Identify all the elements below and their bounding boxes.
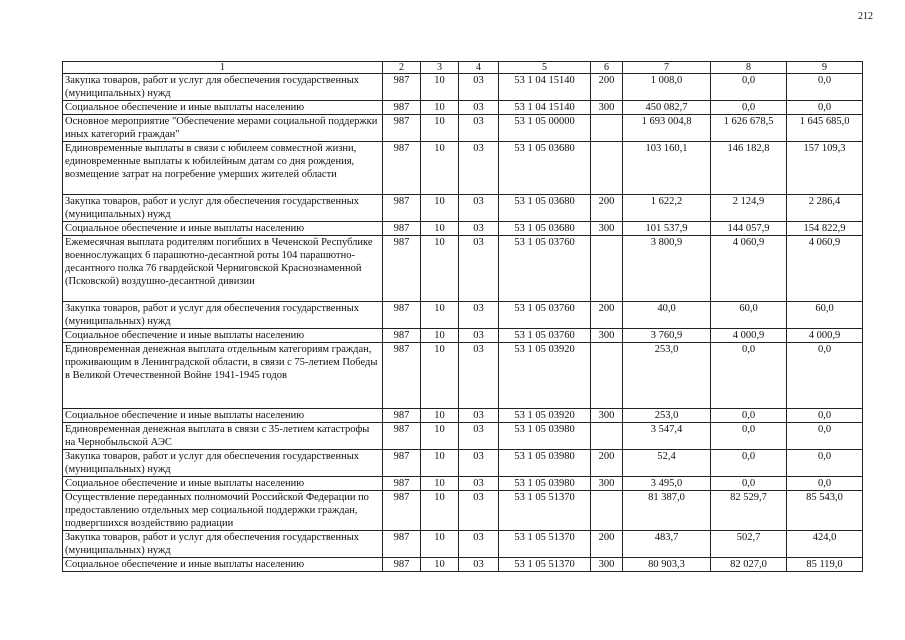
amount-col9-cell: 4 000,9: [787, 329, 863, 343]
amount-col8-cell: 0,0: [711, 450, 787, 477]
target-article-cell: 53 1 05 03680: [499, 222, 591, 236]
expense-type-cell: 300: [591, 409, 623, 423]
row-name-cell: Единовременные выплаты в связи с юбилеем совместной жизни, единовременные выплаты к юбилейным датам со дня рождения, возмещение затрат на погребение умерших жителей области: [63, 142, 383, 195]
amount-col9-cell: 0,0: [787, 477, 863, 491]
amount-col7-cell: 80 903,3: [623, 558, 711, 572]
amount-col7-cell: 3 547,4: [623, 423, 711, 450]
amount-col8-cell: 4 060,9: [711, 236, 787, 302]
section-cell: 10: [421, 450, 459, 477]
subsection-cell: 03: [459, 409, 499, 423]
page-number: 212: [858, 11, 873, 22]
amount-col9-cell: 0,0: [787, 423, 863, 450]
row-name-cell: Социальное обеспечение и иные выплаты населению: [63, 477, 383, 491]
receiver-code-cell: 987: [383, 236, 421, 302]
header-cell: 8: [711, 62, 787, 74]
amount-col7-cell: 3 495,0: [623, 477, 711, 491]
receiver-code-cell: 987: [383, 343, 421, 409]
expense-type-cell: [591, 491, 623, 531]
section-cell: 10: [421, 558, 459, 572]
receiver-code-cell: 987: [383, 450, 421, 477]
amount-col7-cell: 253,0: [623, 343, 711, 409]
subsection-cell: 03: [459, 195, 499, 222]
section-cell: 10: [421, 491, 459, 531]
subsection-cell: 03: [459, 531, 499, 558]
table-row: [63, 531, 863, 558]
target-article-cell: 53 1 05 03760: [499, 329, 591, 343]
receiver-code-cell: 987: [383, 491, 421, 531]
expense-type-cell: 200: [591, 531, 623, 558]
amount-col9-cell: 85 543,0: [787, 491, 863, 531]
amount-col9-cell: 157 109,3: [787, 142, 863, 195]
amount-col9-cell: 154 822,9: [787, 222, 863, 236]
row-name-cell: Закупка товаров, работ и услуг для обеспечения государственных (муниципальных) нужд: [63, 302, 383, 329]
table-row: [63, 115, 863, 142]
amount-col7-cell: 450 082,7: [623, 101, 711, 115]
receiver-code-cell: 987: [383, 477, 421, 491]
amount-col7-cell: 483,7: [623, 531, 711, 558]
target-article-cell: 53 1 05 03980: [499, 423, 591, 450]
expense-type-cell: 300: [591, 101, 623, 115]
header-cell: 7: [623, 62, 711, 74]
row-name-cell: Закупка товаров, работ и услуг для обеспечения государственных (муниципальных) нужд: [63, 74, 383, 101]
expense-type-cell: 200: [591, 302, 623, 329]
amount-col8-cell: 144 057,9: [711, 222, 787, 236]
table-body: [63, 62, 863, 572]
amount-col8-cell: 82 529,7: [711, 491, 787, 531]
header-cell: 4: [459, 62, 499, 74]
amount-col8-cell: 502,7: [711, 531, 787, 558]
target-article-cell: 53 1 05 03760: [499, 236, 591, 302]
receiver-code-cell: 987: [383, 409, 421, 423]
amount-col8-cell: 0,0: [711, 477, 787, 491]
subsection-cell: 03: [459, 236, 499, 302]
amount-col7-cell: 101 537,9: [623, 222, 711, 236]
table-row: [63, 409, 863, 423]
row-name-cell: Социальное обеспечение и иные выплаты населению: [63, 101, 383, 115]
section-cell: 10: [421, 195, 459, 222]
table-row: [63, 302, 863, 329]
subsection-cell: 03: [459, 558, 499, 572]
row-name-cell: Закупка товаров, работ и услуг для обеспечения государственных (муниципальных) нужд: [63, 531, 383, 558]
expense-type-cell: 200: [591, 450, 623, 477]
section-cell: 10: [421, 222, 459, 236]
header-cell: 2: [383, 62, 421, 74]
amount-col7-cell: 103 160,1: [623, 142, 711, 195]
target-article-cell: 53 1 05 03680: [499, 195, 591, 222]
section-cell: 10: [421, 329, 459, 343]
row-name-cell: Единовременная денежная выплата в связи с 35-летием катастрофы на Чернобыльской АЭС: [63, 423, 383, 450]
subsection-cell: 03: [459, 329, 499, 343]
section-cell: 10: [421, 302, 459, 329]
amount-col7-cell: 1 008,0: [623, 74, 711, 101]
amount-col9-cell: 424,0: [787, 531, 863, 558]
budget-table: [62, 61, 863, 572]
amount-col8-cell: 146 182,8: [711, 142, 787, 195]
section-cell: 10: [421, 142, 459, 195]
expense-type-cell: 300: [591, 558, 623, 572]
expense-type-cell: [591, 142, 623, 195]
table-row: [63, 74, 863, 101]
amount-col7-cell: 253,0: [623, 409, 711, 423]
row-name-cell: Социальное обеспечение и иные выплаты населению: [63, 558, 383, 572]
subsection-cell: 03: [459, 423, 499, 450]
receiver-code-cell: 987: [383, 142, 421, 195]
receiver-code-cell: 987: [383, 302, 421, 329]
target-article-cell: 53 1 05 03980: [499, 477, 591, 491]
amount-col7-cell: 3 760,9: [623, 329, 711, 343]
amount-col7-cell: 1 622,2: [623, 195, 711, 222]
receiver-code-cell: 987: [383, 329, 421, 343]
section-cell: 10: [421, 236, 459, 302]
section-cell: 10: [421, 101, 459, 115]
amount-col7-cell: 40,0: [623, 302, 711, 329]
header-cell: 5: [499, 62, 591, 74]
table-row: [63, 101, 863, 115]
receiver-code-cell: 987: [383, 74, 421, 101]
table-row: [63, 491, 863, 531]
expense-type-cell: 300: [591, 329, 623, 343]
expense-type-cell: [591, 115, 623, 142]
amount-col8-cell: 0,0: [711, 101, 787, 115]
subsection-cell: 03: [459, 491, 499, 531]
section-cell: 10: [421, 423, 459, 450]
target-article-cell: 53 1 04 15140: [499, 101, 591, 115]
amount-col9-cell: 0,0: [787, 409, 863, 423]
amount-col8-cell: 60,0: [711, 302, 787, 329]
target-article-cell: 53 1 05 03980: [499, 450, 591, 477]
receiver-code-cell: 987: [383, 222, 421, 236]
section-cell: 10: [421, 115, 459, 142]
amount-col9-cell: 60,0: [787, 302, 863, 329]
amount-col9-cell: 0,0: [787, 343, 863, 409]
target-article-cell: 53 1 05 51370: [499, 491, 591, 531]
expense-type-cell: 300: [591, 222, 623, 236]
row-name-cell: Ежемесячная выплата родителям погибших в Чеченской Республике военнослужащих 6 парашютно-десантной роты 104 парашютно-десантного полка 76 гвардейской Черниговской Краснознаменной (Псковской) воздушно-десантной дивизии: [63, 236, 383, 302]
header-cell: 3: [421, 62, 459, 74]
table-row: [63, 222, 863, 236]
header-cell: 6: [591, 62, 623, 74]
amount-col9-cell: 1 645 685,0: [787, 115, 863, 142]
subsection-cell: 03: [459, 101, 499, 115]
amount-col9-cell: 2 286,4: [787, 195, 863, 222]
table-row: [63, 450, 863, 477]
receiver-code-cell: 987: [383, 423, 421, 450]
amount-col8-cell: 4 000,9: [711, 329, 787, 343]
header-cell: 1: [63, 62, 383, 74]
target-article-cell: 53 1 04 15140: [499, 74, 591, 101]
table-row: [63, 142, 863, 195]
row-name-cell: Социальное обеспечение и иные выплаты населению: [63, 329, 383, 343]
table-row: [63, 236, 863, 302]
amount-col8-cell: 2 124,9: [711, 195, 787, 222]
target-article-cell: 53 1 05 51370: [499, 531, 591, 558]
subsection-cell: 03: [459, 115, 499, 142]
amount-col8-cell: 0,0: [711, 409, 787, 423]
row-name-cell: Осуществление переданных полномочий Российской Федерации по предоставлению отдельных мер социальной поддержки граждан, подвергшихся воздействию радиации: [63, 491, 383, 531]
header-cell: 9: [787, 62, 863, 74]
subsection-cell: 03: [459, 343, 499, 409]
subsection-cell: 03: [459, 302, 499, 329]
expense-type-cell: 200: [591, 195, 623, 222]
section-cell: 10: [421, 531, 459, 558]
subsection-cell: 03: [459, 477, 499, 491]
amount-col8-cell: 82 027,0: [711, 558, 787, 572]
expense-type-cell: 200: [591, 74, 623, 101]
amount-col9-cell: 0,0: [787, 450, 863, 477]
section-cell: 10: [421, 343, 459, 409]
row-name-cell: Основное мероприятие "Обеспечение мерами социальной поддержки иных категорий граждан": [63, 115, 383, 142]
expense-type-cell: [591, 423, 623, 450]
amount-col7-cell: 1 693 004,8: [623, 115, 711, 142]
amount-col8-cell: 0,0: [711, 423, 787, 450]
subsection-cell: 03: [459, 142, 499, 195]
amount-col8-cell: 0,0: [711, 343, 787, 409]
amount-col9-cell: 85 119,0: [787, 558, 863, 572]
expense-type-cell: [591, 343, 623, 409]
target-article-cell: 53 1 05 03920: [499, 343, 591, 409]
section-cell: 10: [421, 409, 459, 423]
amount-col9-cell: 0,0: [787, 74, 863, 101]
section-cell: 10: [421, 477, 459, 491]
expense-type-cell: 300: [591, 477, 623, 491]
amount-col9-cell: 4 060,9: [787, 236, 863, 302]
subsection-cell: 03: [459, 74, 499, 101]
section-cell: 10: [421, 74, 459, 101]
amount-col8-cell: 0,0: [711, 74, 787, 101]
target-article-cell: 53 1 05 03680: [499, 142, 591, 195]
amount-col7-cell: 3 800,9: [623, 236, 711, 302]
subsection-cell: 03: [459, 450, 499, 477]
expense-type-cell: [591, 236, 623, 302]
subsection-cell: 03: [459, 222, 499, 236]
row-name-cell: Социальное обеспечение и иные выплаты населению: [63, 222, 383, 236]
row-name-cell: Закупка товаров, работ и услуг для обеспечения государственных (муниципальных) нужд: [63, 450, 383, 477]
row-name-cell: Закупка товаров, работ и услуг для обеспечения государственных (муниципальных) нужд: [63, 195, 383, 222]
receiver-code-cell: 987: [383, 195, 421, 222]
row-name-cell: Единовременная денежная выплата отдельным категориям граждан, проживающим в Ленинградской области, в связи с 75-летием Победы в Великой Отечественной Войне 1941-1945 годов: [63, 343, 383, 409]
header-row: [63, 62, 863, 74]
receiver-code-cell: 987: [383, 101, 421, 115]
amount-col7-cell: 81 387,0: [623, 491, 711, 531]
table-row: [63, 477, 863, 491]
table-row: [63, 423, 863, 450]
table-row: [63, 343, 863, 409]
table-row: [63, 329, 863, 343]
target-article-cell: 53 1 05 00000: [499, 115, 591, 142]
receiver-code-cell: 987: [383, 558, 421, 572]
amount-col9-cell: 0,0: [787, 101, 863, 115]
table-row: [63, 558, 863, 572]
amount-col8-cell: 1 626 678,5: [711, 115, 787, 142]
receiver-code-cell: 987: [383, 531, 421, 558]
target-article-cell: 53 1 05 03760: [499, 302, 591, 329]
target-article-cell: 53 1 05 03920: [499, 409, 591, 423]
row-name-cell: Социальное обеспечение и иные выплаты населению: [63, 409, 383, 423]
amount-col7-cell: 52,4: [623, 450, 711, 477]
receiver-code-cell: 987: [383, 115, 421, 142]
target-article-cell: 53 1 05 51370: [499, 558, 591, 572]
table-row: [63, 195, 863, 222]
